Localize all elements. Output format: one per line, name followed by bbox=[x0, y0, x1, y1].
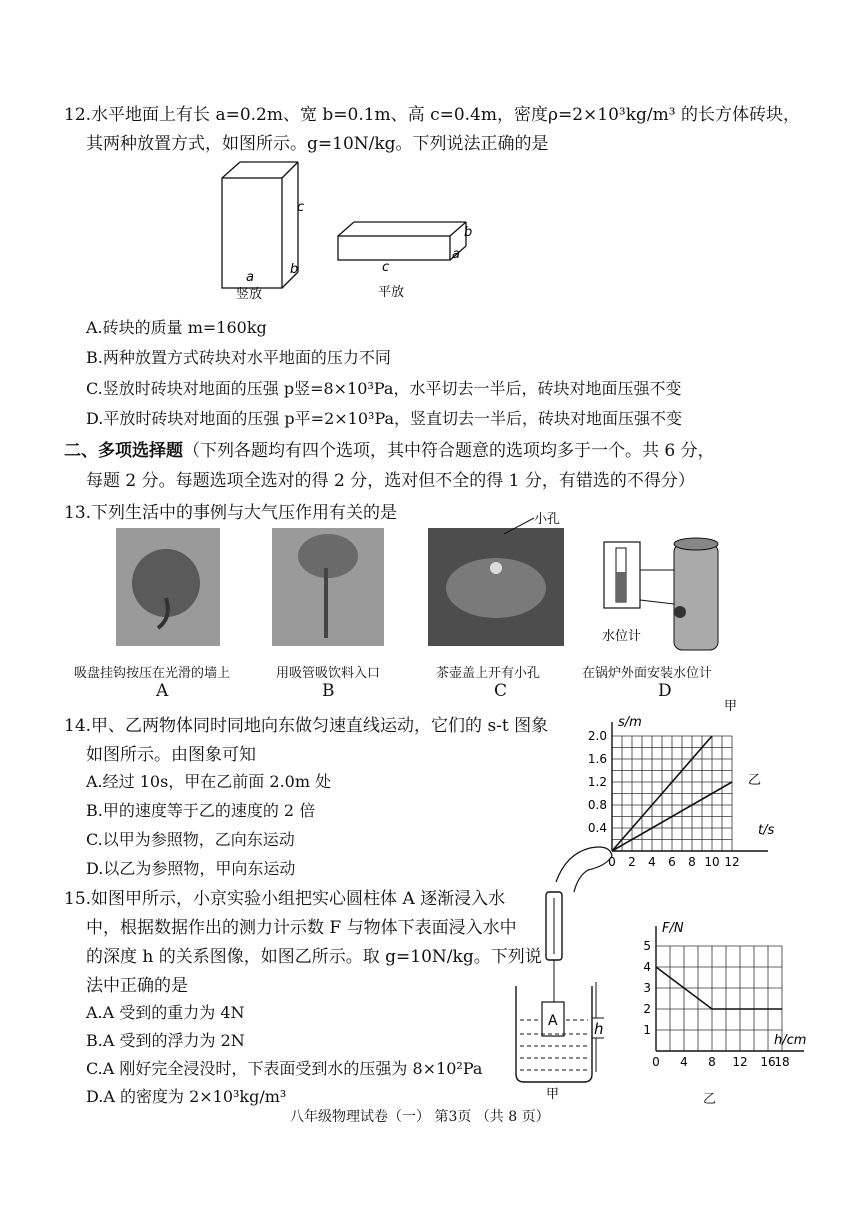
x-tick-label: 18 bbox=[774, 1055, 790, 1069]
x-tick-label: 8 bbox=[688, 855, 696, 869]
q14-stem-line2: 如图所示。由图象可知 bbox=[86, 745, 256, 765]
q14-option-c: C.以甲为参照物，乙向东运动 bbox=[86, 830, 295, 849]
q15-stem-line4: 法中正确的是 bbox=[86, 976, 188, 996]
label-a-vertical: a bbox=[246, 270, 254, 285]
label-b-vertical: b bbox=[290, 262, 299, 277]
section2-header bbox=[64, 436, 715, 461]
q13-stem: 13.下列生活中的事例与大气压作用有关的是 bbox=[64, 503, 398, 523]
y-tick-label: 2.0 bbox=[587, 729, 607, 743]
y-tick-label: 0.8 bbox=[587, 798, 607, 812]
caption-b: 用吸管吸饮料入口 bbox=[276, 666, 381, 681]
caption-yi: 乙 bbox=[703, 1092, 717, 1107]
q15-stem-line2: 中，根据数据作出的测力计示数 F 与物体下表面浸入水中 bbox=[86, 918, 517, 938]
x-tick-label: 4 bbox=[680, 1055, 688, 1069]
q15-option-d: D.A 的密度为 2×10³kg/m³ bbox=[86, 1087, 287, 1106]
caption-d: 在锅炉外面安装水位计 bbox=[582, 666, 713, 681]
letter-a: A bbox=[156, 681, 169, 701]
label-water-gauge: 水位计 bbox=[602, 629, 642, 644]
y-tick-label: 5 bbox=[643, 939, 651, 953]
label-c-flat: c bbox=[382, 260, 390, 275]
photo-drinking-straw bbox=[272, 528, 384, 646]
q12-option-c: C.竖放时砖块对地面的压强 p竖=8×10³Pa，水平切去一半后，砖块对地面压强不变 bbox=[86, 379, 682, 398]
q14-option-b: B.甲的速度等于乙的速度的 2 倍 bbox=[86, 801, 316, 820]
q12-brick-figure bbox=[210, 158, 480, 308]
x-axis-label: t/s bbox=[758, 823, 775, 838]
x-tick-label: 4 bbox=[648, 855, 656, 869]
photo-teapot-lid bbox=[428, 528, 564, 646]
label-b-flat: b bbox=[464, 225, 473, 240]
photo-suction-hook bbox=[116, 528, 220, 646]
letter-b: B bbox=[322, 681, 335, 701]
q15-stem-line3: 的深度 h 的关系图像，如图乙所示。取 g=10N/kg。下列说 bbox=[86, 947, 542, 967]
hole-pointer bbox=[498, 514, 538, 538]
q12-stem-line1: 12.水平地面上有长 a=0.2m、宽 b=0.1m、高 c=0.4m，密度ρ=2×10³kg/m³ 的长方体砖块， bbox=[64, 105, 800, 125]
label-h-depth: h bbox=[594, 1020, 604, 1038]
caption-c: 茶壶盖上开有小孔 bbox=[436, 666, 541, 681]
boiler-gauge-figure bbox=[596, 530, 730, 654]
x-axis-label: h/cm bbox=[774, 1033, 807, 1048]
y-tick-label: 2 bbox=[643, 1002, 651, 1016]
section2-instruction2: 每题 2 分。每题选项全选对的得 2 分，选对但不全的得 1 分，有错选的不得分） bbox=[86, 471, 695, 491]
x-tick-label: 6 bbox=[668, 855, 676, 869]
q15-stem-line1: 15.如图甲所示，小京实验小组把实心圆柱体 A 逐渐浸入水 bbox=[64, 889, 506, 909]
y-tick-label: 1.6 bbox=[587, 752, 607, 766]
y-tick-label: 4 bbox=[643, 960, 651, 974]
y-tick-label: 1.2 bbox=[587, 775, 607, 789]
q12-option-d: D.平放时砖块对地面的压强 p平=2×10³Pa，竖直切去一半后，砖块对地面压强不变 bbox=[86, 409, 683, 428]
y-axis-label: s/m bbox=[618, 715, 642, 730]
caption-a: 吸盘挂钩按压在光滑的墙上 bbox=[74, 666, 231, 681]
flat-brick bbox=[338, 222, 466, 260]
letter-d: D bbox=[658, 681, 672, 701]
section2-instruction1: （下列各题均有四个选项，其中符合题意的选项均多于一个。共 6 分， bbox=[183, 441, 715, 461]
q15-option-b: B.A 受到的浮力为 2N bbox=[86, 1031, 245, 1050]
hand-shape bbox=[556, 847, 612, 892]
label-a-cylinder: A bbox=[548, 1013, 558, 1029]
q15-option-c: C.A 刚好完全浸没时，下表面受到水的压强为 8×10²Pa bbox=[86, 1059, 483, 1078]
x-tick-label: 0 bbox=[652, 1055, 660, 1069]
q12-stem-line2: 其两种放置方式，如图所示。g=10N/kg。下列说法正确的是 bbox=[86, 134, 549, 154]
page-footer: 八年级物理试卷（一） 第3页 （共 8 页） bbox=[290, 1109, 550, 1125]
y-tick-label: 1 bbox=[643, 1023, 651, 1037]
x-tick-label: 12 bbox=[732, 1055, 748, 1069]
y-tick-label: 3 bbox=[643, 981, 651, 995]
x-tick-label: 0 bbox=[608, 855, 616, 869]
q12-option-b: B.两种放置方式砖块对水平地面的压力不同 bbox=[86, 348, 391, 367]
y-tick-label: 0.4 bbox=[587, 821, 607, 835]
caption-jia: 甲 bbox=[546, 1087, 560, 1102]
q12-option-a: A.砖块的质量 m=160kg bbox=[86, 318, 267, 337]
label-small-hole: 小孔 bbox=[534, 512, 561, 527]
series-name-label: 乙 bbox=[748, 773, 762, 788]
q14-option-a: A.经过 10s，甲在乙前面 2.0m 处 bbox=[86, 772, 332, 791]
x-tick-label: 10 bbox=[704, 855, 720, 869]
x-tick-label: 16 bbox=[760, 1055, 776, 1069]
x-tick-label: 2 bbox=[628, 855, 636, 869]
figure-jia-apparatus bbox=[508, 842, 628, 1100]
caption-vertical: 竖放 bbox=[236, 287, 263, 302]
chart-f-h bbox=[626, 910, 816, 1070]
caption-flat: 平放 bbox=[378, 285, 405, 300]
label-c-vertical: c bbox=[297, 200, 305, 215]
q15-option-a: A.A 受到的重力为 4N bbox=[86, 1003, 245, 1022]
vertical-brick bbox=[222, 162, 298, 288]
label-a-flat: a bbox=[452, 247, 460, 262]
letter-c: C bbox=[494, 681, 508, 701]
x-tick-label: 8 bbox=[708, 1055, 716, 1069]
q14-option-d: D.以乙为参照物，甲向东运动 bbox=[86, 859, 296, 878]
section2-heading: 二、多项选择题 bbox=[64, 441, 183, 461]
series-name-label: 甲 bbox=[724, 699, 738, 714]
y-axis-label: F/N bbox=[662, 921, 684, 936]
q14-stem-line1: 14.甲、乙两物体同时同地向东做匀速直线运动，它们的 s-t 图象 bbox=[64, 716, 549, 736]
x-tick-label: 12 bbox=[724, 855, 740, 869]
